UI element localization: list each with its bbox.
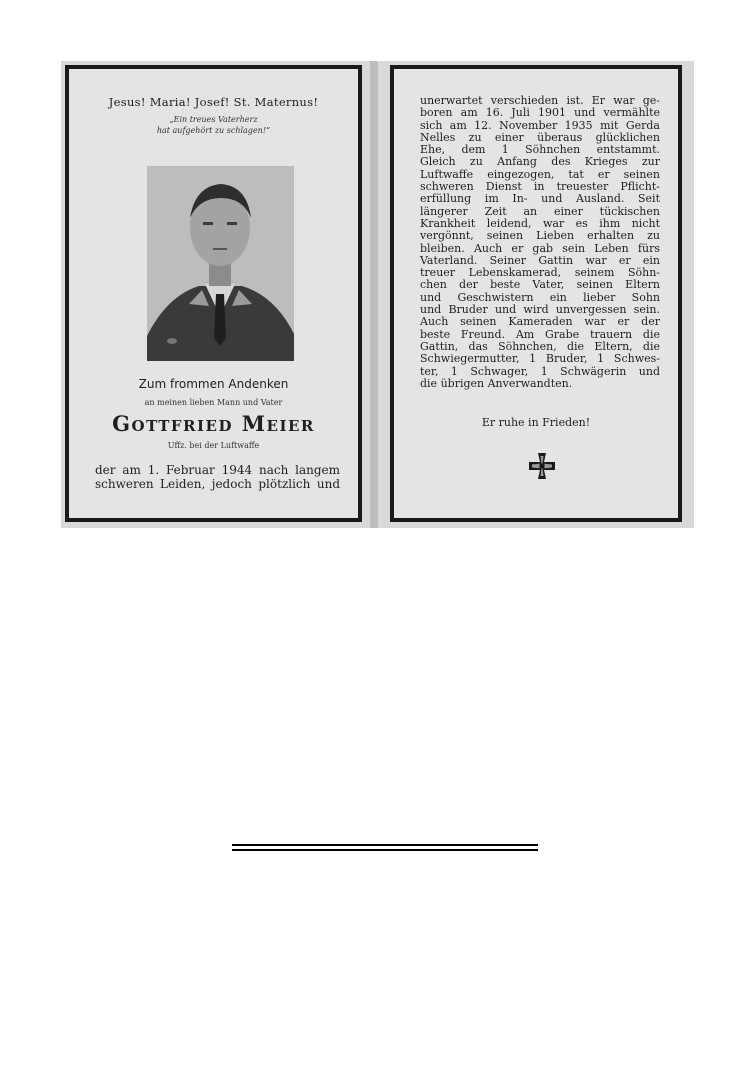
memorial-card-scan (61, 61, 694, 528)
iron-cross-icon (527, 451, 557, 481)
bio-line: Vaterland. Seiner Gattin war er ein (420, 253, 660, 267)
biography-text (420, 95, 660, 390)
bio-line: chen der beste Vater, seinen Eltern (420, 278, 660, 292)
rest-in-peace: Er ruhe in Frieden! (481, 416, 591, 429)
divider-rule (232, 844, 538, 846)
death-notice (95, 463, 340, 491)
quote (69, 114, 358, 136)
bio-line: und Bruder und wird unvergessen sein. (420, 303, 660, 317)
military-rank: Uffz. bei der Luftwaffe (167, 441, 260, 450)
bio-line: Luftwaffe eingezogen, tat er seinen (420, 167, 660, 181)
divider-rule (232, 849, 538, 851)
bio-line: Gleich zu Anfang des Krieges zur (420, 155, 660, 169)
portrait-photo (147, 166, 294, 361)
portrait-image (147, 166, 294, 361)
bio-line: und Geschwistern ein lieber Sohn (420, 290, 660, 304)
bio-line: Schwiegermutter, 1 Bruder, 1 Schwes- (420, 352, 660, 366)
bio-line: Krankheit leidend, war es ihm nicht (420, 216, 660, 230)
dedication: an meinen lieben Mann und Vater (144, 398, 283, 407)
deceased-name: Gottfried Meier (112, 411, 315, 436)
bio-line: boren am 16. Juli 1901 und vermählte (420, 106, 660, 120)
quote-line: „Ein treues Vaterherz (169, 115, 258, 124)
card-left-panel (65, 65, 362, 522)
bio-line: bleiben. Auch er gab sein Leben fürs (420, 241, 660, 255)
bio-line: erfüllung im In- und Ausland. Seit (420, 192, 660, 206)
bio-line: Auch seinen Kameraden war er der (420, 315, 660, 329)
quote-line: hat aufgehört zu schlagen!“ (156, 126, 271, 135)
card-right-panel (390, 65, 682, 522)
bio-line: schweren Dienst in treuester Pflicht- (420, 180, 660, 194)
bio-line: längerer Zeit an einer tückischen (420, 204, 660, 218)
bio-line: vergönnt, seinen Lieben erhalten zu (420, 229, 660, 243)
invocation: Jesus! Maria! Josef! St. Maternus! (108, 95, 319, 109)
bio-line: beste Freund. Am Grabe trauern die (420, 327, 660, 341)
bio-line: Gattin, das Söhnchen, die Eltern, die (420, 339, 660, 353)
bio-line: sich am 12. November 1935 mit Gerda (420, 118, 660, 132)
bio-line: Nelles zu einer überaus glücklichen (420, 130, 660, 144)
bio-line: unerwartet verschieden ist. Er war ge- (420, 94, 660, 107)
death-line: schweren Leiden, jedoch plötzlich und (95, 477, 340, 491)
bio-line: Ehe, dem 1 Söhnchen entstammt. (420, 143, 660, 157)
death-line: der am 1. Februar 1944 nach langem (95, 463, 340, 477)
bio-line: treuer Lebenskamerad, seinem Söhn- (420, 266, 660, 280)
remembrance-heading: Zum frommen Andenken (138, 377, 289, 391)
card-fold (370, 61, 378, 528)
bio-line: ter, 1 Schwager, 1 Schwägerin und (420, 364, 660, 378)
bio-line: die übrigen Anverwandten. (420, 376, 573, 390)
